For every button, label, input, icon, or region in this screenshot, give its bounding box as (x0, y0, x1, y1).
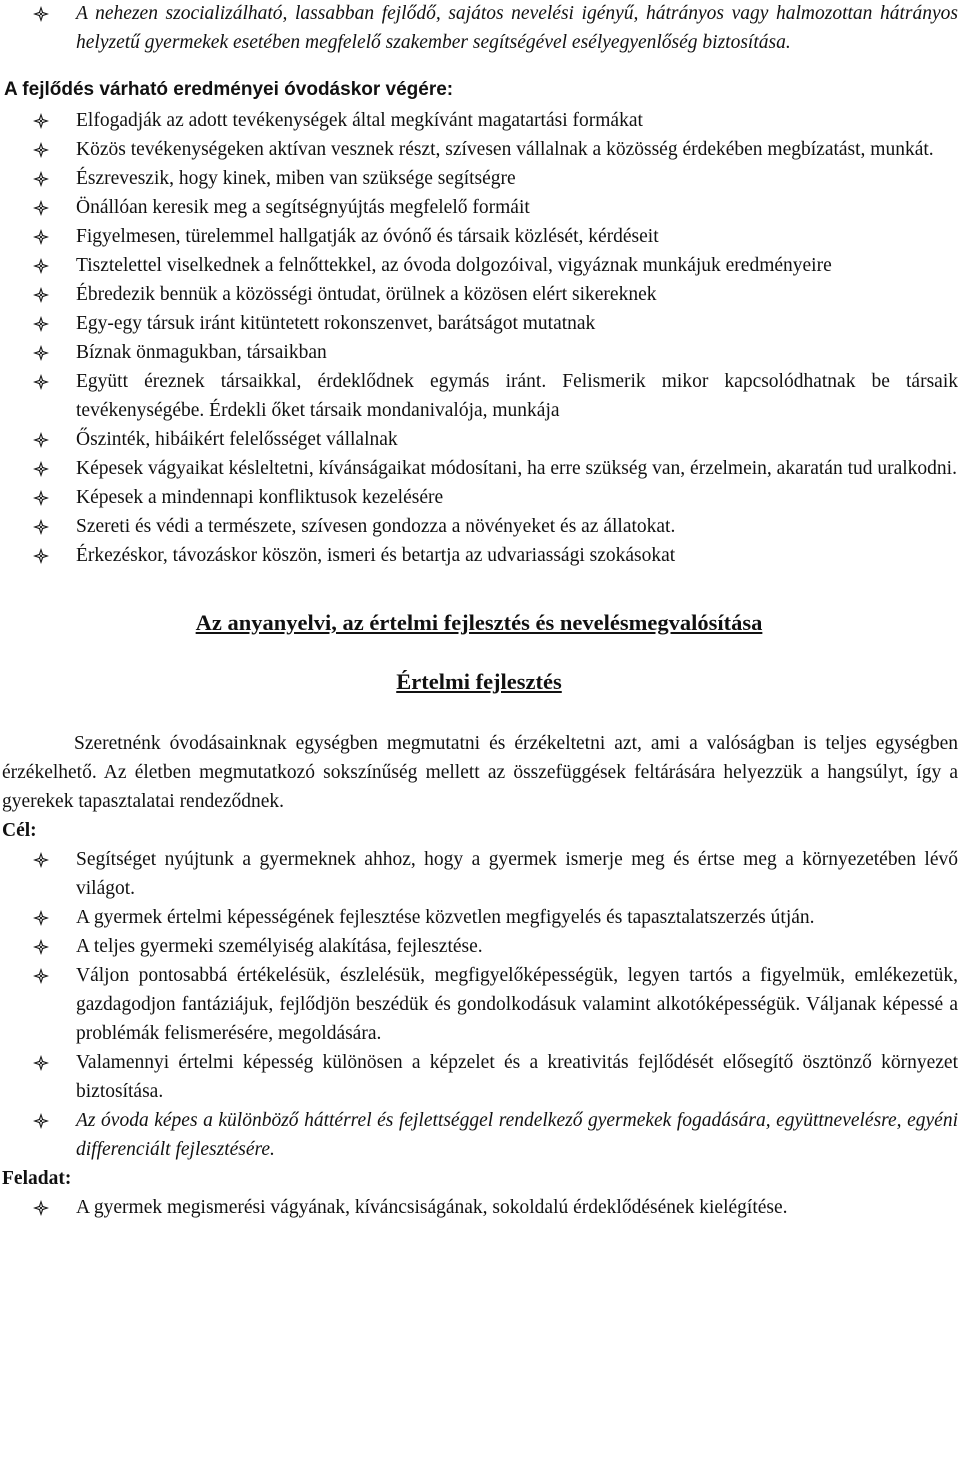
intro-list (0, 0, 958, 57)
goal-list (0, 845, 958, 1164)
four-petal-diamond-icon (33, 490, 49, 506)
four-petal-diamond-icon (33, 1113, 49, 1129)
list-item (0, 483, 958, 512)
goal-label: Cél: (2, 820, 37, 841)
four-petal-diamond-icon (33, 968, 49, 984)
four-petal-diamond-icon (33, 142, 49, 158)
four-petal-diamond-icon (33, 461, 49, 477)
four-petal-diamond-icon (33, 852, 49, 868)
list-item-text: A nehezen szocializálható, lassabban fejlődő, sajátos nevelési igényű, hátrányos vagy halmozottan hátrányos helyzetű gyermekek esetében megfelelő szakember segítségével esélyegyenlőség biztosítása. (76, 3, 958, 53)
list-item (0, 541, 958, 570)
list-item (0, 454, 958, 483)
task-list (0, 1193, 958, 1222)
list-item-text: Őszinték, hibáikért felelősséget vállalnak (76, 429, 398, 450)
list-item-text: Önállóan keresik meg a segítségnyújtás megfelelő formáit (76, 197, 530, 218)
list-item (0, 512, 958, 541)
four-petal-diamond-icon (33, 6, 49, 22)
four-petal-diamond-icon (33, 229, 49, 245)
list-item-text: Együtt éreznek társaikkal, érdeklődnek egymás iránt. Felismerik mikor kapcsolódhatnak be társaik tevékenységébe. Érdekli őket társaik mondanivalója, munkája (76, 371, 958, 421)
results-heading: A fejlődés várható eredményei óvodáskor végére: (4, 79, 454, 100)
four-petal-diamond-icon (33, 1200, 49, 1216)
list-item-text: Képesek vágyaikat késleltetni, kívánságaikat módosítani, ha erre szükség van, érzelmein, akaratán tud uralkodni. (76, 458, 957, 479)
list-item (0, 367, 958, 425)
list-item (0, 0, 958, 57)
list-item-text: Ébredezik bennük a közösségi öntudat, örülnek a közösen elért sikereknek (76, 284, 657, 305)
list-item-text: Közös tevékenységeken aktívan vesznek részt, szívesen vállalnak a közösség érdekében megbízatást, munkát. (76, 139, 934, 160)
list-item (0, 903, 958, 932)
list-item-text: A teljes gyermeki személyiség alakítása, fejlesztése. (76, 936, 483, 957)
four-petal-diamond-icon (33, 548, 49, 564)
four-petal-diamond-icon (33, 432, 49, 448)
four-petal-diamond-icon (33, 171, 49, 187)
four-petal-diamond-icon (33, 910, 49, 926)
task-label: Feladat: (2, 1168, 72, 1189)
four-petal-diamond-icon (33, 345, 49, 361)
list-item (0, 961, 958, 1048)
four-petal-diamond-icon (33, 200, 49, 216)
four-petal-diamond-icon (33, 316, 49, 332)
four-petal-diamond-icon (33, 287, 49, 303)
list-item (0, 845, 958, 903)
list-item-text: Bíznak önmagukban, társaikban (76, 342, 327, 363)
four-petal-diamond-icon (33, 374, 49, 390)
list-item-text: A gyermek értelmi képességének fejlesztése közvetlen megfigyelés és tapasztalatszerzés útján. (76, 907, 815, 928)
list-item-text: Váljon pontosabbá értékelésük, észlelésük, megfigyelőképességük, legyen tartós a figyelmük, emlékezetük, gazdagodjon fantáziájuk, fejlődjön beszédük és gondolkodásuk valamint alkotóképességük. Váljanak képessé a problémák felismerésére, megoldására. (76, 965, 958, 1044)
four-petal-diamond-icon (33, 939, 49, 955)
list-item (0, 251, 958, 280)
four-petal-diamond-icon (33, 519, 49, 535)
four-petal-diamond-icon (33, 258, 49, 274)
list-item (0, 309, 958, 338)
list-item (0, 1106, 958, 1164)
list-item (0, 425, 958, 454)
list-item (0, 222, 958, 251)
list-item-text: Elfogadják az adott tevékenységek által megkívánt magatartási formákat (76, 110, 643, 131)
list-item (0, 280, 958, 309)
list-item-text: Valamennyi értelmi képesség különösen a képzelet és a kreativitás fejlődését elősegítő ösztönző környezet biztosítása. (76, 1052, 958, 1102)
results-list (0, 106, 958, 570)
list-item (0, 1048, 958, 1106)
list-item-text: A gyermek megismerési vágyának, kíváncsiságának, sokoldalú érdeklődésének kielégítése. (76, 1197, 788, 1218)
list-item-text: Képesek a mindennapi konfliktusok kezelésére (76, 487, 444, 508)
list-item-text: Szereti és védi a természete, szívesen gondozza a növényeket és az állatokat. (76, 516, 676, 537)
list-item-text: Egy-egy társuk iránt kitüntetett rokonszenvet, barátságot mutatnak (76, 313, 596, 334)
list-item (0, 106, 958, 135)
list-item (0, 932, 958, 961)
subsection-title: Értelmi fejlesztés (396, 669, 562, 694)
four-petal-diamond-icon (33, 113, 49, 129)
list-item (0, 338, 958, 367)
list-item (0, 193, 958, 222)
list-item-text: Segítséget nyújtunk a gyermeknek ahhoz, hogy a gyermek ismerje meg és értse meg a környezetében lévő világot. (76, 849, 958, 899)
list-item-text: Figyelmesen, türelemmel hallgatják az óvónő és társaik közlését, kérdéseit (76, 226, 659, 247)
list-item-text: Tisztelettel viselkednek a felnőttekkel, az óvoda dolgozóival, vigyáznak munkájuk eredményeire (76, 255, 832, 276)
list-item (0, 135, 958, 164)
four-petal-diamond-icon (33, 1055, 49, 1071)
list-item-text: Érkezéskor, távozáskor köszön, ismeri és betartja az udvariassági szokásokat (76, 545, 676, 566)
list-item-text: Az óvoda képes a különböző háttérrel és fejlettséggel rendelkező gyermekek fogadására, együttnevelésre, egyéni differenciált fejlesztésére. (76, 1110, 958, 1160)
list-item (0, 1193, 958, 1222)
intro-paragraph: Szeretnénk óvodásainknak egységben megmutatni és érzékeltetni azt, ami a valóságban is teljes egységben érzékelhető. Az életben megmutatkozó sokszínűség mellett az összefüggések feltárására helyezzük a hangsúlyt, így a gyerekek tapasztalatai rendeződnek. (2, 733, 958, 812)
list-item (0, 164, 958, 193)
section-title: Az anyanyelvi, az értelmi fejlesztés és nevelésmegvalósítása (195, 610, 763, 635)
list-item-text: Észreveszik, hogy kinek, miben van szüksége segítségre (76, 168, 516, 189)
